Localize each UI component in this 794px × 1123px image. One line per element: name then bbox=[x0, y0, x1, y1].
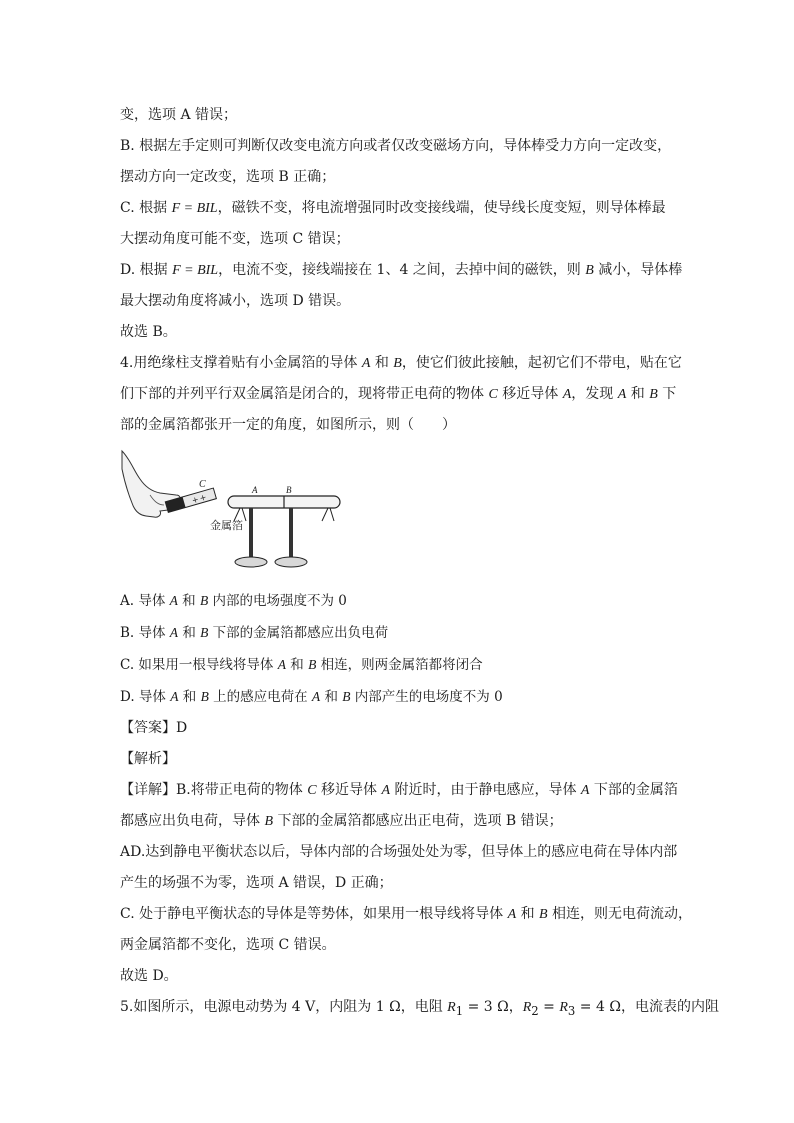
text: = bbox=[538, 999, 560, 1015]
var-A: A bbox=[311, 689, 321, 704]
text: 相连，则两金属箔都将闭合 bbox=[316, 657, 483, 673]
var-A: A bbox=[580, 783, 590, 798]
option-B bbox=[120, 617, 680, 649]
text: 下 bbox=[657, 386, 677, 402]
post-A bbox=[249, 508, 253, 560]
document-page bbox=[120, 100, 719, 1027]
text: 和 bbox=[370, 355, 394, 371]
var-B: B bbox=[200, 625, 209, 640]
question-5-stem bbox=[120, 992, 719, 1027]
formula: = BIL bbox=[180, 263, 219, 278]
text: 下部的金属箔都感应出正电荷，选项 B 错误； bbox=[273, 813, 563, 829]
answer bbox=[120, 713, 680, 744]
var-R: R bbox=[559, 1000, 568, 1015]
plus-sign: + bbox=[198, 492, 208, 504]
formula-var: B bbox=[585, 263, 594, 278]
text: 都感应出负电荷，导体 bbox=[120, 813, 265, 829]
base-A bbox=[235, 557, 267, 567]
option-A bbox=[120, 585, 680, 617]
text: 内部产生的电场度不为 0 bbox=[350, 689, 503, 705]
subscript: 3 bbox=[567, 1003, 576, 1018]
option-D bbox=[120, 681, 680, 713]
conclusion bbox=[120, 317, 680, 348]
var-A: A bbox=[381, 783, 391, 798]
text: 产生的场强不为零，选项 A 错误，D 正确； bbox=[120, 875, 393, 891]
text: C. 根据 bbox=[120, 200, 172, 216]
text: 和 bbox=[178, 689, 201, 705]
text: ，发现 bbox=[571, 386, 618, 402]
text: 移近导体 bbox=[497, 386, 563, 402]
text: A. 导体 bbox=[120, 593, 170, 609]
text-line bbox=[120, 162, 680, 193]
text: D. 导体 bbox=[120, 689, 171, 705]
text: D. 根据 bbox=[120, 262, 173, 278]
text-line bbox=[120, 100, 680, 131]
var-A: A bbox=[562, 387, 572, 402]
explanation-line bbox=[120, 868, 680, 899]
analysis-heading bbox=[120, 744, 680, 775]
text: 们下部的并列平行双金属箔是闭合的，现将带正电荷的物体 bbox=[120, 386, 489, 402]
var-A: A bbox=[361, 356, 371, 371]
label-B: B bbox=[286, 485, 292, 495]
question-4-stem bbox=[120, 348, 680, 379]
text: 5.如图所示，电源电动势为 4 V，内阻为 1 Ω，电阻 bbox=[120, 999, 448, 1015]
text: AD.达到静电平衡状态以后，导体内部的合场强处处为零，但导体上的感应电荷在导体内部 bbox=[120, 844, 678, 860]
text: = 4 Ω，电流表的内阻 bbox=[575, 999, 719, 1015]
text: 两金属箔都不变化，选项 C 错误。 bbox=[120, 937, 336, 953]
answer-label: 【答案】 bbox=[120, 720, 176, 736]
text: 变，选项 A 错误； bbox=[120, 107, 238, 123]
text: 移近导体 bbox=[316, 782, 382, 798]
answer-value: D bbox=[176, 720, 188, 736]
explanation-line bbox=[120, 930, 680, 961]
text: 和 bbox=[285, 657, 309, 673]
var-R: R bbox=[522, 1000, 532, 1015]
var-B: B bbox=[308, 657, 317, 672]
text: 4.用绝缘柱支撑着贴有小金属箔的导体 bbox=[120, 355, 362, 371]
text: 部的金属箔都张开一定的角度，如图所示，则（ ） bbox=[120, 417, 456, 433]
text: C. 处于静电平衡状态的导体是等势体，如果用一根导线将导体 bbox=[120, 906, 508, 922]
analysis-label: 【解析】 bbox=[120, 751, 176, 767]
var-B: B bbox=[649, 387, 658, 402]
var-A: A bbox=[170, 689, 179, 704]
explanation-line bbox=[120, 837, 680, 868]
text: 上的感应电荷在 bbox=[208, 689, 312, 705]
var-C: C bbox=[307, 783, 317, 798]
text: 故选 B。 bbox=[120, 324, 177, 340]
text: C. 如果用一根导线将导体 bbox=[120, 657, 278, 673]
figure-svg bbox=[120, 449, 360, 579]
text: 和 bbox=[626, 386, 650, 402]
option-C bbox=[120, 649, 680, 681]
text: 减小，导体棒 bbox=[593, 262, 683, 278]
text-line bbox=[120, 286, 680, 317]
text-line bbox=[120, 379, 680, 410]
plus-sign: + bbox=[190, 494, 200, 506]
var-C: C bbox=[488, 387, 498, 402]
explanation-line bbox=[120, 899, 693, 930]
explanation-line bbox=[120, 806, 680, 837]
formula-var: F bbox=[171, 201, 181, 216]
text: 最大摆动角度将减小，选项 D 错误。 bbox=[120, 293, 351, 309]
detail-label: 【详解】 bbox=[120, 782, 176, 798]
conclusion bbox=[120, 961, 680, 992]
text: B. 根据左手定则可判断仅改变电流方向或者仅改变磁场方向，导体棒受力方向一定改变， bbox=[120, 138, 672, 154]
rod-C bbox=[165, 488, 216, 512]
text: 大摆动角度可能不变，选项 C 错误； bbox=[120, 231, 350, 247]
text: ，磁铁不变，将电流增强同时改变接线端，使导线长度变短，则导体棒最 bbox=[217, 200, 666, 216]
var-B: B bbox=[393, 356, 402, 371]
text: ，电流不变，接线端接在 1、4 之间，去掉中间的磁铁，则 bbox=[218, 262, 586, 278]
var-R: R bbox=[447, 1000, 456, 1015]
electrostatic-induction-figure bbox=[120, 449, 360, 579]
text: 下部的金属箔都感应出负电荷 bbox=[208, 625, 389, 641]
subscript: 2 bbox=[531, 1003, 539, 1018]
formula: = BIL bbox=[180, 201, 218, 216]
label-C: C bbox=[199, 479, 206, 490]
var-A: A bbox=[507, 907, 517, 922]
text-line bbox=[120, 193, 680, 224]
label-metal-foil: 金属箔 bbox=[210, 519, 243, 532]
var-A: A bbox=[617, 387, 627, 402]
text: 和 bbox=[516, 906, 540, 922]
var-B: B bbox=[199, 593, 209, 608]
text: 摆动方向一定改变，选项 B 正确； bbox=[120, 169, 336, 185]
text: 故选 D。 bbox=[120, 968, 178, 984]
var-A: A bbox=[169, 593, 178, 608]
post-B bbox=[289, 508, 293, 560]
var-B: B bbox=[539, 907, 548, 922]
var-A: A bbox=[277, 657, 286, 672]
foil-B bbox=[322, 508, 334, 521]
explanation-line bbox=[120, 775, 680, 806]
formula-var: F bbox=[172, 263, 181, 278]
text: B.将带正电荷的物体 bbox=[176, 782, 308, 798]
text: 下部的金属箔 bbox=[589, 782, 678, 798]
text-line bbox=[120, 131, 680, 162]
text-line bbox=[120, 410, 680, 441]
text: 内部的电场强度不为 0 bbox=[208, 593, 347, 609]
text: 附近时，由于静电感应，导体 bbox=[390, 782, 581, 798]
text: 和 bbox=[320, 689, 343, 705]
var-B: B bbox=[200, 689, 209, 704]
text: 和 bbox=[177, 593, 200, 609]
var-B: B bbox=[342, 689, 351, 704]
text: B. 导体 bbox=[120, 625, 170, 641]
text: ，使它们彼此接触，起初它们不带电，贴在它 bbox=[401, 355, 682, 371]
text: 相连，则无电荷流动， bbox=[547, 906, 693, 922]
text-line bbox=[120, 224, 680, 255]
label-A: A bbox=[252, 485, 258, 495]
var-B: B bbox=[264, 814, 274, 829]
text: = 3 Ω， bbox=[463, 999, 523, 1015]
text: 和 bbox=[178, 625, 201, 641]
base-B bbox=[275, 557, 307, 567]
subscript: 1 bbox=[455, 1003, 464, 1018]
var-A: A bbox=[169, 625, 179, 640]
text-line bbox=[120, 255, 683, 286]
